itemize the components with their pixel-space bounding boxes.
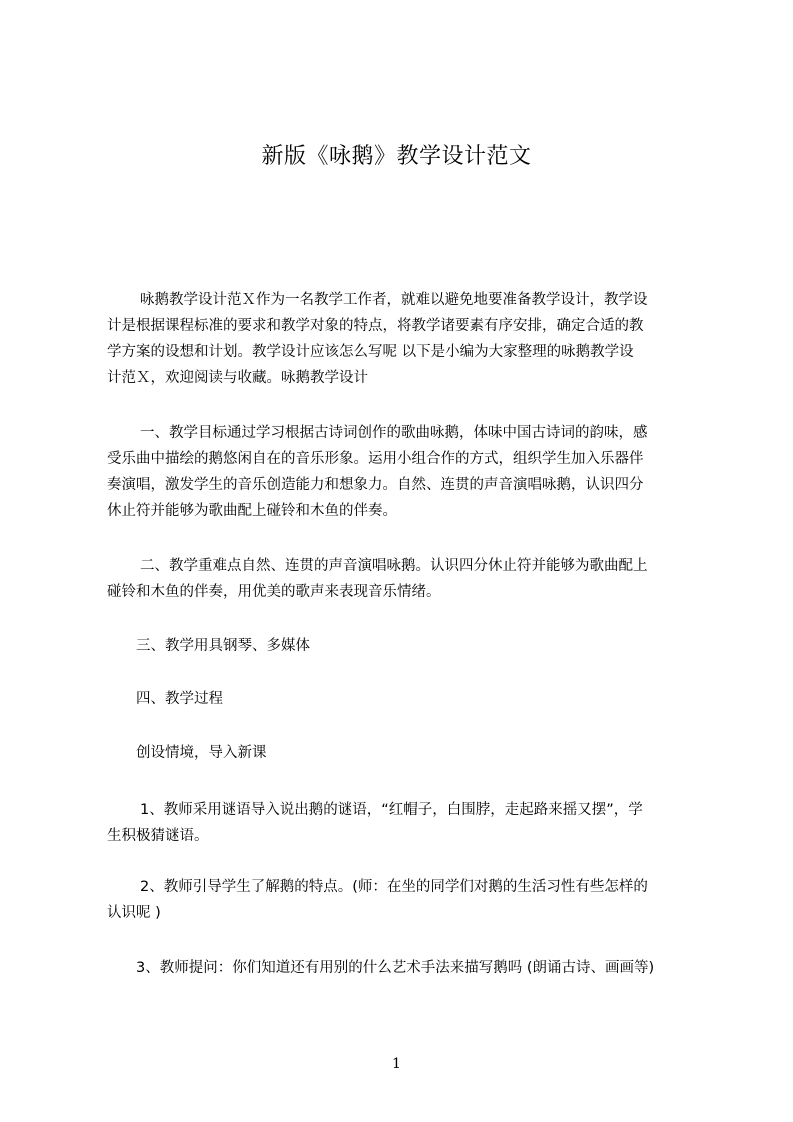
paragraph-line: 一、教学目标通过学习根据古诗词创作的歌曲咏鹅，体味中国古诗词的韵味，感 bbox=[140, 425, 648, 441]
paragraph-line: 认识呢 ) bbox=[107, 905, 161, 921]
paragraph-line: 二、教学重难点自然、连贯的声音演唱咏鹅。认识四分休止符并能够为歌曲配上 bbox=[140, 558, 648, 574]
paragraph-line: 3、教师提问：你们知道还有用别的什么艺术手法来描写鹅吗 (朗诵古诗、画画等) bbox=[136, 960, 655, 976]
document-title: 新版《咏鹅》教学设计范文 bbox=[261, 144, 532, 169]
paragraph-objectives bbox=[107, 420, 648, 524]
paragraph-teaching-tools bbox=[107, 633, 310, 659]
paragraph-key-points bbox=[107, 553, 648, 605]
paragraph-line: 1、教师采用谜语导入说出鹅的谜语，“红帽子，白围脖，走起路来摇又摆”，学 bbox=[140, 802, 643, 818]
paragraph-line: 计是根据课程标准的要求和教学对象的特点，将教学诸要素有序安排，确定合适的教 bbox=[107, 318, 644, 334]
paragraph-step-3 bbox=[107, 955, 654, 981]
paragraph-line: 三、教学用具钢琴、多媒体 bbox=[136, 638, 310, 654]
paragraph-line: 碰铃和木鱼的伴奏，用优美的歌声来表现音乐情绪。 bbox=[107, 584, 441, 600]
paragraph-scenario bbox=[107, 740, 267, 766]
paragraph-line: 休止符并能够为歌曲配上碰铃和木鱼的伴奏。 bbox=[107, 503, 397, 519]
paragraph-step-1 bbox=[107, 797, 643, 849]
paragraph-line: 计范Ｘ，欢迎阅读与收藏。咏鹅教学设计 bbox=[107, 370, 368, 386]
paragraph-line: 2、教师引导学生了解鹅的特点。(师：在坐的同学们对鹅的生活习性有些怎样的 bbox=[140, 879, 648, 895]
paragraph-line: 四、教学过程 bbox=[136, 691, 223, 707]
paragraph-intro bbox=[107, 287, 648, 391]
paragraph-line: 奏演唱，激发学生的音乐创造能力和想象力。自然、连贯的声音演唱咏鹅，认识四分 bbox=[107, 477, 644, 493]
paragraph-line: 生积极猜谜语。 bbox=[107, 828, 209, 844]
paragraph-line: 学方案的设想和计划。教学设计应该怎么写呢 以下是小编为大家整理的咏鹅教学设 bbox=[107, 344, 634, 360]
page-number: 1 bbox=[392, 1056, 401, 1072]
paragraph-line: 咏鹅教学设计范Ｘ作为一名教学工作者，就难以避免地要准备教学设计，教学设 bbox=[140, 292, 648, 308]
paragraph-line: 受乐曲中描绘的鹅悠闲自在的音乐形象。运用小组合作的方式，组织学生加入乐器伴 bbox=[107, 451, 644, 467]
paragraph-teaching-process bbox=[107, 686, 223, 712]
paragraph-line: 创设情境，导入新课 bbox=[136, 745, 267, 761]
paragraph-step-2 bbox=[107, 874, 648, 926]
